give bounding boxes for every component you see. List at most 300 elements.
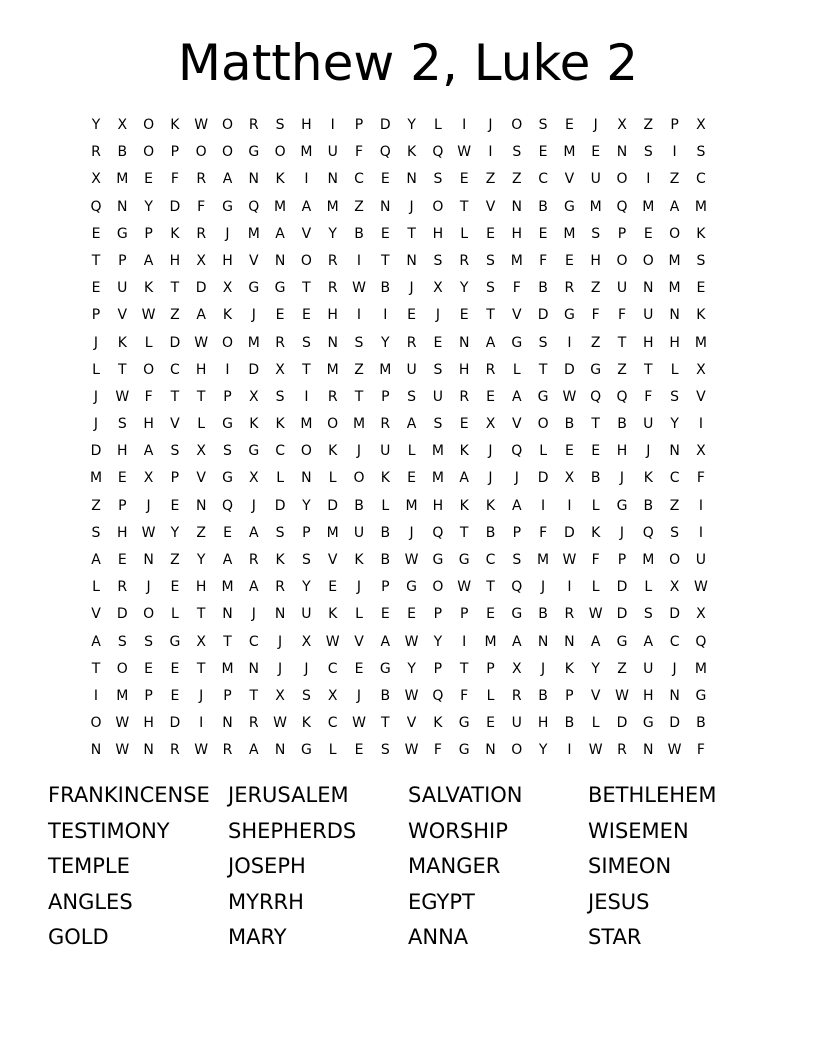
grid-letter: B — [380, 552, 391, 568]
grid-row — [91, 223, 736, 250]
grid-letter: N — [643, 742, 654, 759]
grid-letter: S — [486, 252, 495, 269]
grid-letter: X — [275, 687, 285, 704]
grid-letter: O — [511, 117, 523, 133]
grid-row — [91, 141, 736, 168]
grid-letter: Z — [617, 361, 627, 378]
grid-letter: S — [591, 225, 601, 242]
grid-letter: M — [484, 633, 497, 650]
grid-letter: T — [196, 606, 206, 623]
grid-letter: M — [326, 198, 339, 215]
grid-letter: T — [459, 524, 469, 541]
grid-letter: H — [537, 715, 549, 732]
grid-row — [93, 332, 736, 359]
grid-letter: K — [696, 225, 706, 242]
grid-letter: E — [407, 470, 417, 487]
grid-letter: D — [669, 715, 680, 732]
grid-letter: O — [221, 144, 234, 161]
grid-letter: W — [562, 388, 577, 405]
grid-letter: K — [696, 307, 706, 324]
grid-letter: C — [327, 715, 338, 732]
grid-letter: M — [694, 334, 707, 351]
grid-letter: F — [591, 552, 600, 568]
grid-letter: T — [538, 361, 548, 378]
grid-letter: P — [459, 606, 469, 623]
word-bank-item: JESUS — [588, 889, 650, 914]
grid-letter: I — [462, 633, 467, 650]
grid-row — [91, 250, 736, 277]
grid-letter: O — [669, 552, 681, 568]
grid-letter: A — [249, 579, 259, 596]
grid-letter: R — [380, 416, 391, 433]
grid-letter: Q — [511, 443, 523, 460]
grid-letter: L — [197, 416, 206, 433]
grid-letter: F — [696, 470, 705, 487]
grid-letter: J — [251, 497, 256, 514]
grid-letter: E — [380, 225, 390, 242]
word-bank-item: WORSHIP — [408, 818, 508, 843]
grid-letter: H — [432, 225, 444, 242]
grid-letter: F — [539, 252, 548, 269]
grid-letter: D — [379, 117, 391, 133]
grid-letter: F — [696, 742, 705, 759]
word-bank-item: WISEMEN — [588, 818, 689, 843]
grid-letter: E — [459, 307, 469, 324]
grid-letter: O — [143, 144, 155, 161]
grid-letter: S — [512, 552, 522, 568]
grid-letter: G — [432, 552, 444, 568]
grid-letter: D — [564, 361, 575, 378]
grid-letter: J — [356, 443, 362, 460]
grid-letter: P — [433, 606, 443, 623]
grid-letter: S — [144, 633, 154, 650]
grid-letter: J — [93, 334, 99, 351]
grid-letter: I — [462, 117, 467, 133]
grid-letter: N — [222, 715, 233, 732]
grid-letter: I — [646, 171, 651, 188]
grid-letter: P — [354, 117, 364, 133]
grid-letter: T — [223, 633, 232, 650]
grid-letter: V — [485, 198, 496, 215]
grid-letter: S — [223, 443, 232, 460]
grid-letter: T — [170, 388, 180, 405]
grid-letter: R — [406, 334, 417, 351]
grid-letter: E — [459, 416, 469, 433]
grid-letter: X — [433, 280, 443, 297]
grid-letter: T — [381, 252, 390, 269]
grid-letter: J — [593, 117, 598, 133]
grid-letter: L — [512, 361, 521, 378]
grid-letter: G — [616, 633, 628, 650]
word-bank-item: SHEPHERDS — [228, 818, 357, 843]
grid-letter: V — [117, 307, 128, 324]
grid-letter: Q — [695, 633, 707, 650]
grid-letter: E — [538, 144, 548, 161]
grid-letter: T — [170, 280, 180, 297]
grid-letter: R — [196, 225, 207, 242]
grid-row — [91, 603, 736, 630]
grid-letter: Q — [248, 198, 260, 215]
grid-letter: T — [196, 660, 206, 677]
grid-letter: I — [304, 171, 309, 188]
grid-letter: L — [539, 443, 547, 460]
grid-letter: H — [616, 443, 628, 460]
grid-letter: J — [251, 307, 256, 324]
grid-letter: E — [564, 252, 574, 269]
grid-letter: X — [327, 687, 338, 704]
word-bank-item: MYRRH — [228, 889, 304, 914]
grid-row — [91, 114, 736, 141]
grid-letter: W — [115, 715, 130, 732]
grid-letter: N — [90, 742, 102, 759]
grid-letter: Y — [170, 524, 180, 541]
grid-letter: J — [356, 687, 362, 704]
grid-letter: G — [406, 579, 418, 596]
grid-letter: Z — [485, 171, 496, 188]
grid-letter: J — [225, 225, 230, 242]
grid-letter: P — [223, 687, 232, 704]
word-bank-item: ANGLES — [48, 889, 133, 914]
grid-letter: T — [381, 715, 390, 732]
grid-letter: T — [486, 307, 495, 324]
grid-letter: Q — [90, 198, 102, 215]
grid-letter: V — [564, 171, 575, 188]
grid-letter: X — [196, 252, 206, 269]
grid-letter: L — [486, 687, 495, 704]
grid-letter: J — [251, 606, 256, 623]
grid-letter: J — [488, 470, 493, 487]
grid-letter: U — [511, 715, 522, 732]
grid-letter: E — [407, 606, 417, 623]
grid-letter: O — [511, 742, 523, 759]
grid-letter: E — [170, 579, 180, 596]
grid-letter: P — [118, 497, 127, 514]
grid-letter: X — [196, 633, 206, 650]
grid-letter: M — [642, 198, 655, 215]
grid-row — [91, 277, 736, 304]
grid-letter: H — [327, 307, 338, 324]
grid-letter: G — [222, 416, 233, 433]
word-bank-item: ANNA — [408, 925, 469, 949]
grid-letter: S — [301, 687, 311, 704]
grid-letter: M — [642, 552, 655, 568]
grid-letter: G — [616, 497, 628, 514]
grid-letter: M — [247, 334, 260, 351]
grid-letter: W — [194, 742, 209, 759]
grid-letter: C — [354, 171, 364, 188]
grid-letter: G — [300, 742, 312, 759]
word-bank-row — [48, 887, 768, 923]
grid-letter: K — [144, 280, 154, 297]
grid-letter: K — [485, 497, 496, 514]
grid-letter: Q — [432, 524, 444, 541]
grid-letter: L — [460, 225, 469, 242]
word-bank-item: BETHLEHEM — [588, 783, 717, 807]
grid-letter: U — [432, 388, 444, 405]
grid-letter: F — [617, 307, 627, 324]
grid-letter: N — [248, 660, 260, 677]
grid-row — [93, 685, 736, 712]
grid-letter: K — [459, 443, 469, 460]
grid-letter: E — [591, 144, 601, 161]
grid-letter: R — [275, 334, 285, 351]
grid-letter: B — [538, 606, 548, 623]
grid-letter: E — [354, 660, 364, 677]
grid-letter: U — [327, 144, 338, 161]
grid-letter: O — [274, 144, 286, 161]
grid-letter: K — [222, 307, 233, 324]
grid-letter: G — [248, 280, 260, 297]
word-bank-item: TESTIMONY — [48, 818, 170, 843]
grid-letter: X — [512, 660, 522, 677]
grid-letter: E — [301, 307, 311, 324]
page-title: Matthew 2, Luke 2 — [177, 34, 639, 92]
grid-letter: N — [222, 606, 233, 623]
grid-letter: S — [433, 416, 443, 433]
grid-letter: H — [117, 443, 128, 460]
grid-letter: A — [590, 633, 601, 650]
grid-letter: U — [406, 361, 417, 378]
grid-letter: Y — [91, 117, 101, 133]
grid-row — [93, 413, 736, 440]
grid-letter: I — [93, 687, 99, 704]
grid-letter: P — [617, 225, 627, 242]
grid-letter: M — [431, 470, 444, 487]
grid-letter: I — [541, 497, 546, 514]
grid-letter: Z — [590, 334, 601, 351]
grid-letter: I — [698, 524, 703, 541]
grid-letter: S — [407, 388, 417, 405]
grid-row — [91, 549, 736, 576]
grid-letter: O — [116, 660, 128, 677]
grid-letter: R — [248, 552, 259, 568]
grid-letter: W — [457, 144, 472, 161]
grid-letter: B — [354, 225, 364, 242]
grid-letter: E — [380, 606, 390, 623]
grid-letter: G — [537, 388, 549, 405]
grid-letter: L — [433, 117, 442, 133]
grid-letter: I — [567, 579, 572, 596]
grid-letter: M — [221, 579, 234, 596]
grid-letter: M — [221, 660, 234, 677]
grid-letter: Q — [642, 524, 654, 541]
grid-letter: J — [646, 443, 651, 460]
grid-letter: E — [223, 524, 232, 541]
grid-letter: J — [541, 660, 546, 677]
grid-letter: O — [221, 117, 234, 133]
grid-letter: D — [90, 443, 102, 460]
grid-letter: M — [589, 198, 602, 215]
grid-letter: S — [486, 280, 495, 297]
grid-row — [90, 712, 736, 739]
grid-letter: Y — [538, 742, 548, 759]
grid-letter: X — [696, 443, 706, 460]
grid-letter: S — [538, 117, 548, 133]
grid-letter: M — [326, 524, 339, 541]
grid-letter: Z — [354, 198, 364, 215]
grid-letter: G — [222, 198, 233, 215]
grid-letter: H — [143, 715, 154, 732]
grid-letter: O — [143, 606, 155, 623]
grid-letter: A — [669, 198, 680, 215]
grid-letter: I — [567, 742, 572, 759]
grid-letter: C — [327, 660, 338, 677]
grid-letter: E — [170, 687, 180, 704]
grid-letter: O — [90, 715, 102, 732]
grid-letter: S — [275, 388, 285, 405]
grid-letter: X — [485, 416, 496, 433]
grid-letter: M — [89, 470, 103, 487]
grid-letter: B — [485, 524, 496, 541]
grid-letter: S — [433, 171, 443, 188]
grid-letter: R — [91, 144, 101, 161]
grid-letter: W — [667, 742, 682, 759]
word-bank-item: FRANKINCENSE — [48, 783, 210, 807]
grid-letter: X — [91, 171, 101, 188]
grid-letter: C — [669, 470, 680, 487]
grid-letter: V — [170, 416, 180, 433]
grid-letter: A — [249, 524, 259, 541]
grid-letter: X — [117, 117, 128, 133]
grid-letter: N — [301, 470, 312, 487]
grid-letter: P — [118, 252, 127, 269]
grid-letter: J — [619, 470, 625, 487]
grid-letter: L — [355, 606, 363, 623]
grid-letter: U — [643, 307, 654, 324]
grid-letter: W — [352, 715, 366, 732]
grid-letter: F — [170, 171, 179, 188]
grid-letter: A — [643, 633, 654, 650]
grid-letter: R — [170, 742, 180, 759]
grid-letter: A — [249, 742, 259, 759]
grid-letter: O — [669, 225, 681, 242]
grid-letter: C — [248, 633, 259, 650]
grid-letter: F — [433, 742, 442, 759]
grid-letter: I — [304, 388, 309, 405]
grid-letter: J — [146, 579, 151, 596]
grid-letter: T — [644, 361, 653, 378]
grid-letter: K — [170, 117, 180, 133]
grid-letter: R — [327, 388, 338, 405]
grid-letter: J — [199, 687, 204, 704]
grid-letter: D — [564, 524, 575, 541]
grid-letter: H — [169, 252, 181, 269]
grid-letter: M — [116, 171, 129, 188]
grid-letter: M — [405, 497, 418, 514]
grid-letter: B — [564, 416, 575, 433]
grid-letter: L — [328, 742, 337, 759]
grid-letter: J — [514, 470, 519, 487]
grid-letter: L — [644, 579, 653, 596]
grid-letter: M — [431, 443, 444, 460]
grid-letter: K — [591, 524, 601, 541]
grid-letter: E — [564, 443, 574, 460]
grid-letter: J — [278, 633, 283, 650]
grid-letter: M — [668, 280, 681, 297]
grid-letter: V — [301, 225, 312, 242]
grid-letter: Q — [221, 497, 234, 514]
grid-letter: Z — [590, 280, 601, 297]
grid-letter: N — [485, 742, 496, 759]
grid-letter: D — [669, 606, 680, 623]
grid-letter: R — [327, 280, 338, 297]
grid-letter: X — [301, 633, 312, 650]
grid-letter: I — [356, 307, 362, 324]
grid-letter: I — [567, 334, 572, 351]
grid-letter: A — [143, 443, 154, 460]
grid-letter: Y — [459, 280, 469, 297]
grid-letter: P — [670, 117, 679, 133]
grid-letter: M — [668, 252, 681, 269]
grid-letter: H — [643, 334, 654, 351]
grid-letter: B — [380, 280, 391, 297]
grid-letter: J — [541, 579, 546, 596]
grid-letter: R — [564, 606, 575, 623]
grid-letter: S — [117, 633, 127, 650]
grid-letter: M — [510, 252, 523, 269]
grid-letter: O — [616, 252, 628, 269]
grid-letter: T — [302, 361, 311, 378]
grid-letter: T — [354, 388, 364, 405]
word-search-grid — [89, 114, 736, 767]
grid-letter: Z — [669, 497, 680, 514]
grid-letter: T — [91, 660, 101, 677]
grid-letter: K — [407, 144, 417, 161]
grid-letter: Y — [433, 633, 443, 650]
grid-letter: D — [248, 361, 260, 378]
grid-letter: D — [195, 280, 207, 297]
grid-letter: I — [330, 117, 335, 133]
grid-letter: Z — [512, 171, 522, 188]
grid-letter: Z — [170, 307, 180, 324]
grid-letter: H — [301, 117, 312, 133]
grid-letter: Y — [381, 334, 390, 351]
grid-row — [89, 467, 736, 494]
grid-letter: E — [643, 225, 653, 242]
grid-row — [91, 495, 736, 522]
grid-letter: Z — [617, 660, 627, 677]
grid-letter: N — [327, 334, 338, 351]
grid-letter: I — [672, 144, 677, 161]
grid-letter: K — [170, 225, 180, 242]
grid-letter: L — [328, 470, 337, 487]
grid-letter: B — [538, 198, 548, 215]
grid-letter: D — [169, 715, 181, 732]
grid-letter: E — [117, 552, 127, 568]
grid-row — [91, 304, 736, 331]
grid-letter: G — [379, 660, 391, 677]
grid-letter: N — [669, 443, 680, 460]
grid-letter: W — [325, 633, 340, 650]
word-bank-row — [48, 816, 768, 852]
grid-letter: J — [146, 497, 151, 514]
grid-letter: S — [170, 443, 180, 460]
grid-letter: Q — [379, 144, 391, 161]
grid-letter: O — [432, 198, 444, 215]
grid-letter: M — [326, 361, 339, 378]
grid-letter: O — [327, 416, 339, 433]
grid-letter: W — [115, 388, 130, 405]
grid-letter: K — [275, 171, 285, 188]
grid-letter: X — [669, 579, 680, 596]
grid-letter: N — [143, 742, 154, 759]
grid-letter: G — [274, 280, 286, 297]
grid-letter: N — [117, 198, 128, 215]
grid-letter: A — [512, 497, 522, 514]
grid-letter: K — [354, 552, 364, 568]
grid-letter: A — [143, 252, 154, 269]
grid-letter: J — [93, 416, 99, 433]
